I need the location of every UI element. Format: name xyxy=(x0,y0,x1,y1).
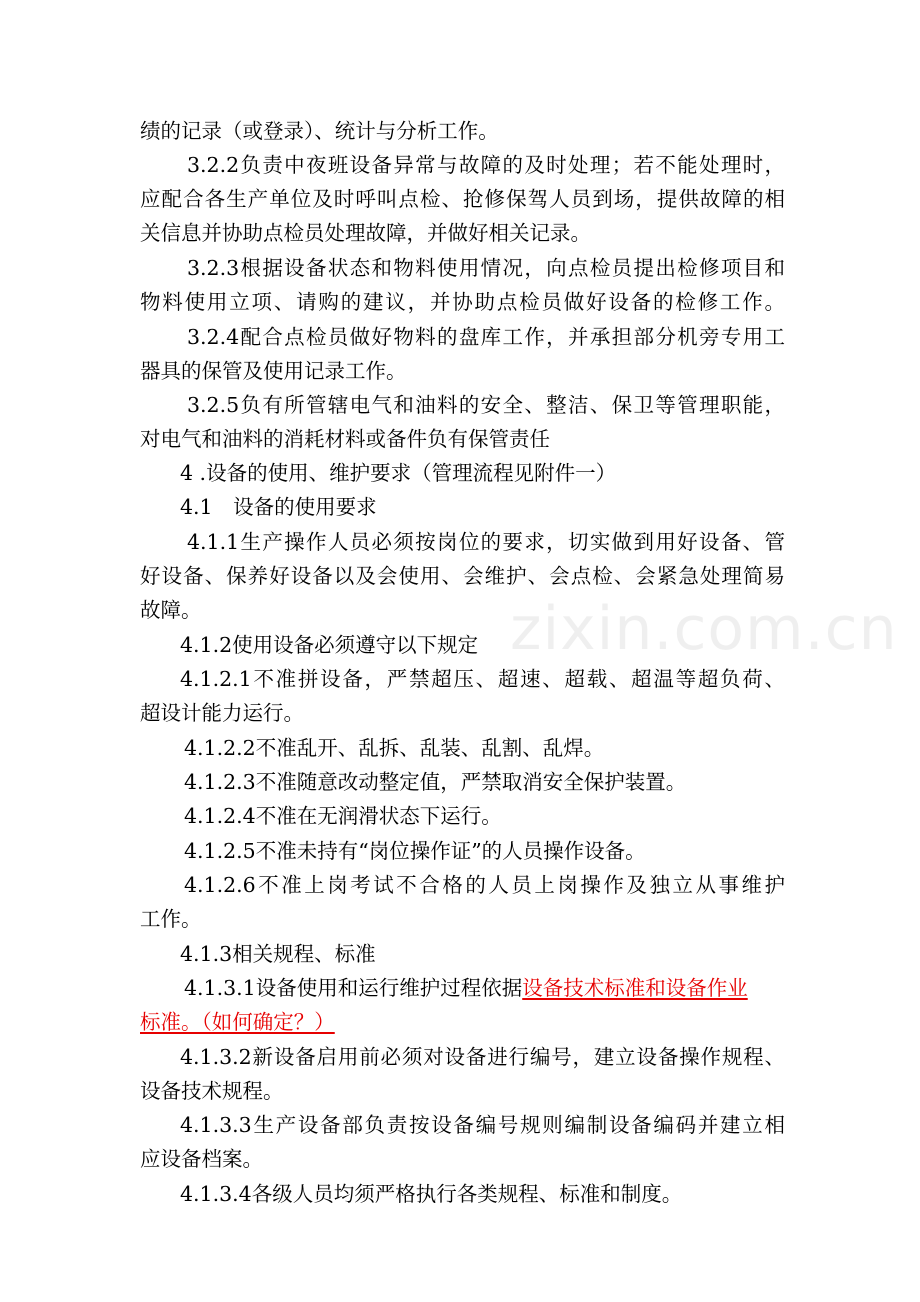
paragraph-line: 4.1.2.2不准乱开、乱拆、乱装、乱割、乱焊。 xyxy=(184,736,605,760)
paragraph-line: 工作。 xyxy=(140,907,202,931)
paragraph-line: 4.1.3.3生产设备部负责按设备编号规则编制设备编码并建立相 xyxy=(180,1113,785,1137)
paragraph-line: 4.1.2.4不准在无润滑状态下运行。 xyxy=(184,804,502,828)
paragraph-line: 4.1.2.1不准拼设备，严禁超压、超速、超载、超温等超负荷、 xyxy=(180,667,785,691)
paragraph-line: 4.1.3.4各级人员均须严格执行各类规程、标准和制度。 xyxy=(180,1182,683,1206)
paragraph-line: 3.2.2负责中夜班设备异常与故障的及时处理；若不能处理时， xyxy=(187,153,785,177)
paragraph-line: 应配合各生产单位及时呼叫点检、抢修保驾人员到场，提供故障的相 xyxy=(140,187,785,211)
paragraph-line: 4.1.3相关规程、标准 xyxy=(180,942,376,966)
paragraph-line: 故障。 xyxy=(140,598,202,622)
paragraph-line: 应设备档案。 xyxy=(140,1147,263,1171)
paragraph-line xyxy=(140,1005,785,1039)
paragraph-line: 4.1.1生产操作人员必须按岗位的要求，切实做到用好设备、管 xyxy=(187,530,785,554)
paragraph-line xyxy=(184,971,785,1005)
paragraph-line: 4.1.2使用设备必须遵守以下规定 xyxy=(180,633,479,657)
red-annotation-text: 标准。（如何确定？） xyxy=(140,1010,335,1034)
paragraph-line: 器具的保管及使用记录工作。 xyxy=(140,359,407,383)
paragraph-line: 4.1.2.6不准上岗考试不合格的人员上岗操作及独立从事维护 xyxy=(184,873,785,897)
paragraph-line: 3.2.4配合点检员做好物料的盘库工作，并承担部分机旁专用工 xyxy=(187,325,785,349)
paragraph-text: 4.1.3.1设备使用和运行维护过程依据 xyxy=(184,976,523,1000)
paragraph-line: 4.1.2.3不准随意改动整定值，严禁取消安全保护装置。 xyxy=(184,770,687,794)
section-heading: 4 .设备的使用、维护要求（管理流程见附件一） xyxy=(180,461,617,485)
paragraph-line: 关信息并协助点检员处理故障，并做好相关记录。 xyxy=(140,221,591,245)
paragraph-line: 好设备、保养好设备以及会使用、会维护、会点检、会紧急处理简易 xyxy=(140,564,785,588)
paragraph-line: 超设计能力运行。 xyxy=(140,701,304,725)
red-annotation-text: 设备技术标准和设备作业 xyxy=(522,976,748,1000)
paragraph-line: 3.2.3根据设备状态和物料使用情况，向点检员提出检修项目和 xyxy=(187,256,785,280)
paragraph-line: 物料使用立项、请购的建议，并协助点检员做好设备的检修工作。 xyxy=(140,290,785,314)
paragraph-line: 4.1.2.5不准未持有“岗位操作证”的人员操作设备。 xyxy=(184,839,646,863)
paragraph-line: 设备技术规程。 xyxy=(140,1079,284,1103)
paragraph-line: 4.1.3.2新设备启用前必须对设备进行编号，建立设备操作规程、 xyxy=(180,1045,785,1069)
subsection-heading: 4.1 设备的使用要求 xyxy=(180,495,377,519)
paragraph-line: 绩的记录（或登录）、统计与分析工作。 xyxy=(140,119,499,143)
paragraph-line: 对电气和油料的消耗材料或备件负有保管责任 xyxy=(140,427,550,451)
watermark: zixin.com.cn xyxy=(510,594,898,664)
paragraph-line: 3.2.5负有所管辖电气和油料的安全、整洁、保卫等管理职能， xyxy=(187,393,785,417)
